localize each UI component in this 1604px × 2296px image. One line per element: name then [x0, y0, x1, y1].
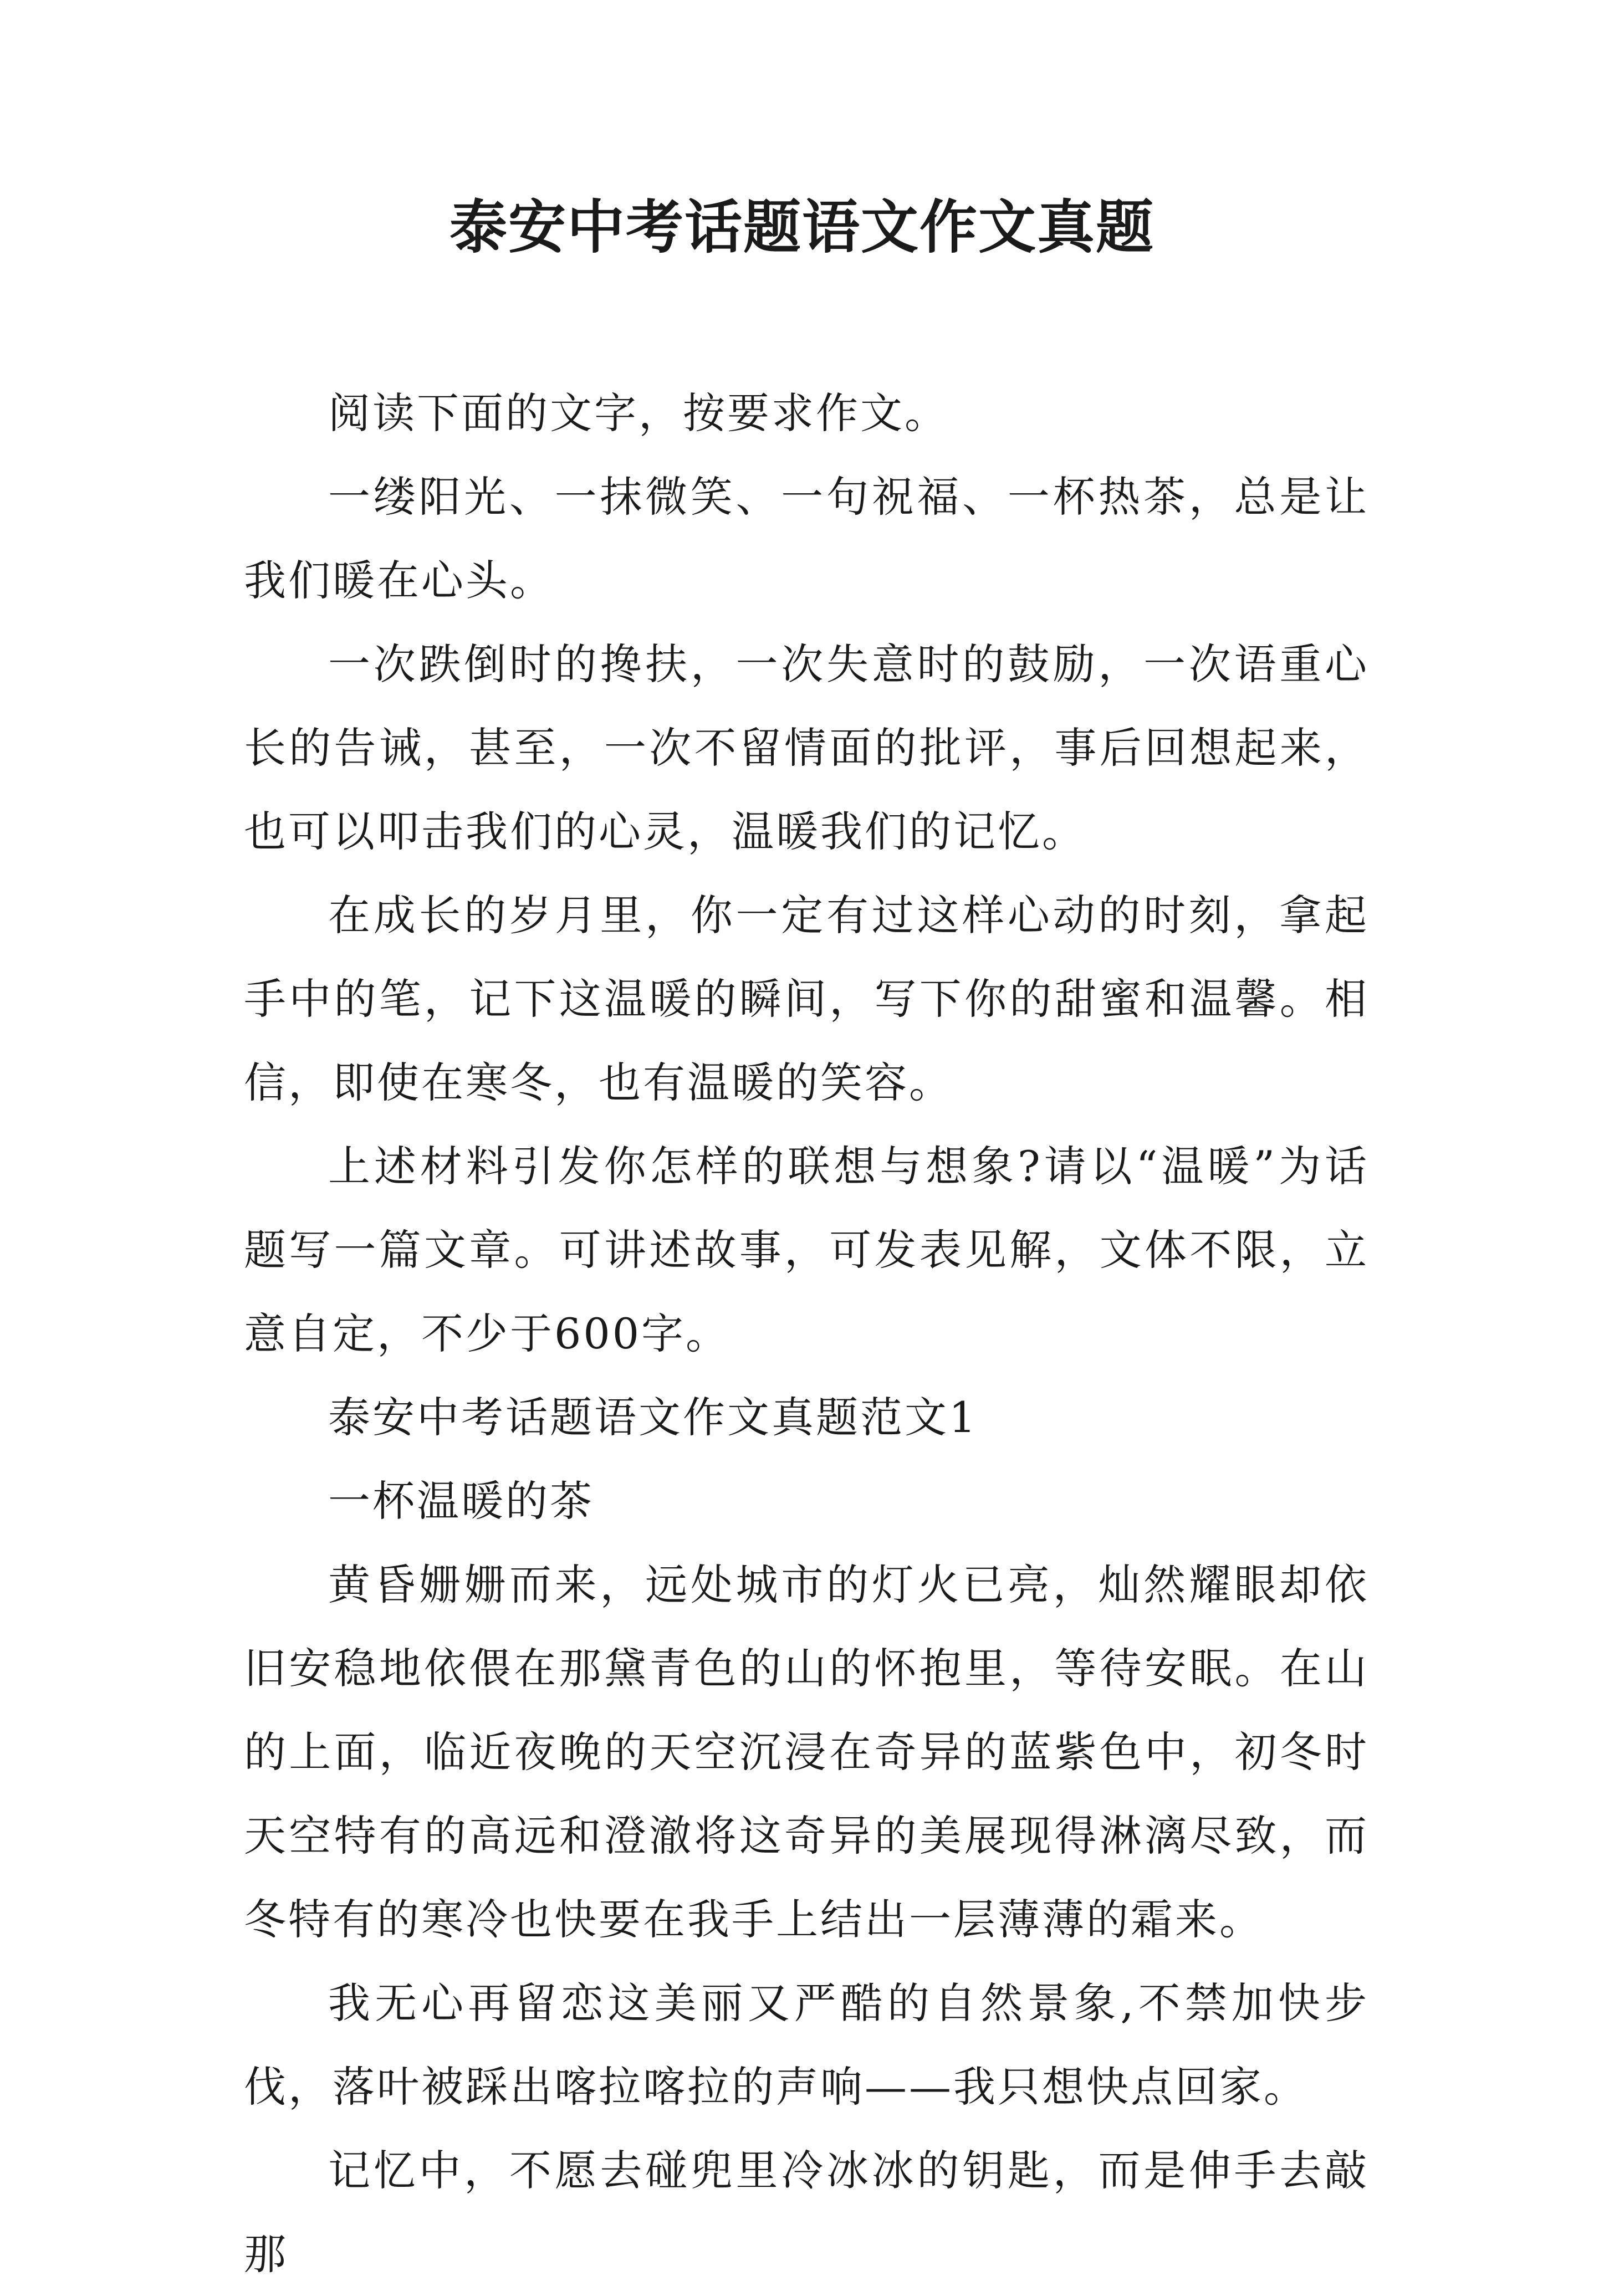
essay-paragraph-2: 我无心再留恋这美丽又严酷的自然景象,不禁加快步伐，落叶被踩出喀拉喀拉的声响——我只想快点回家。: [244, 1978, 1369, 2111]
sample-essay-title: 一杯温暖的茶: [328, 1476, 594, 1526]
paragraph-material-1: 一缕阳光、一抹微笑、一句祝福、一杯热茶，总是让我们暖在心头。: [244, 472, 1369, 605]
paragraph-material-3: 在成长的岁月里，你一定有过这样心动的时刻，拿起手中的笔，记下这温暖的瞬间，写下你的甜蜜和温馨。相信，即使在寒冬，也有温暖的笑容。: [244, 891, 1369, 1107]
paragraph-material-2: 一次跌倒时的搀扶，一次失意时的鼓励，一次语重心长的告诫，甚至，一次不留情面的批评，事后回想起来，也可以叩击我们的心灵，温暖我们的记忆。: [244, 640, 1369, 856]
paragraph-instruction: 阅读下面的文字，按要求作文。: [328, 388, 949, 438]
paragraph-task: 上述材料引发你怎样的联想与想象?请以“温暖”为话题写一篇文章。可讲述故事，可发表见解，文体不限，立意自定，不少于600字。: [244, 1142, 1369, 1358]
document-title: 泰安中考话题语文作文真题: [449, 193, 1155, 261]
document-body: [244, 371, 1369, 2296]
essay-paragraph-3: 记忆中，不愿去碰兜里冷冰冰的钥匙，而是伸手去敲那: [244, 2146, 1369, 2279]
sample-essay-heading: 泰安中考话题语文作文真题范文1: [328, 1393, 978, 1442]
essay-paragraph-1: 黄昏姗姗而来，远处城市的灯火已亮，灿然耀眼却依旧安稳地依偎在那黛青色的山的怀抱里，等待安眠。在山的上面，临近夜晚的天空沉浸在奇异的蓝紫色中，初冬时天空特有的高远和澄澈将这奇异的美展现得淋漓尽致，而冬特有的寒冷也快要在我手上结出一层薄薄的霜来。: [244, 1560, 1369, 1944]
